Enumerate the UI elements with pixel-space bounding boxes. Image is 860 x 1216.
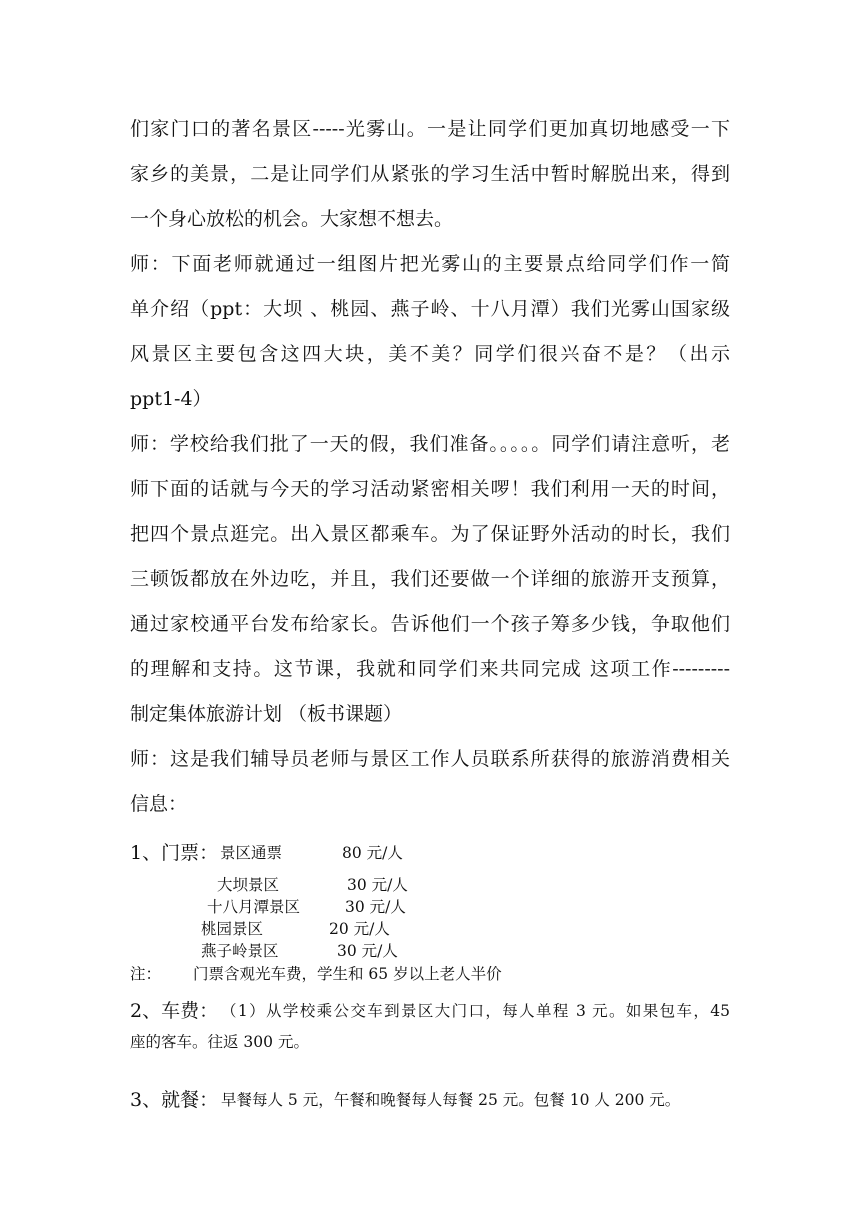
- ticket-note-label: 注：: [130, 965, 162, 983]
- transport-heading: 2、车费：: [130, 1000, 219, 1022]
- ticket-price: 30 元/人: [347, 876, 408, 894]
- ticket-price: 80 元/人: [342, 844, 403, 862]
- body-text-line: 把四个景点逛完。出入景区都乘车。为了保证野外活动的时长，我们: [130, 523, 730, 545]
- body-text-line: ppt1-4）: [130, 388, 212, 410]
- body-text-line: 风景区主要包含这四大块，美不美？同学们很兴奋不是？（出示: [130, 343, 730, 365]
- ticket-price: 30 元/人: [345, 898, 406, 916]
- body-text-line: 们家门口的著名景区-----光雾山。一是让同学们更加真切地感受一下: [130, 118, 730, 140]
- body-text-line: 师：下面老师就通过一组图片把光雾山的主要景点给同学们作一简: [130, 253, 730, 275]
- body-text-line: 一个身心放松的机会。大家想不想去。: [130, 208, 454, 230]
- body-text-line: 通过家校通平台发布给家长。告诉他们一个孩子筹多少钱，争取他们: [130, 613, 730, 635]
- body-text-line: 家乡的美景，二是让同学们从紧张的学习生活中暂时解脱出来，得到: [130, 163, 730, 185]
- ticket-price: 20 元/人: [329, 920, 390, 938]
- body-text-line: 师：学校给我们批了一天的假，我们准备。。。。。同学们请注意听，老: [130, 433, 730, 455]
- body-text-line: 师下面的话就与今天的学习活动紧密相关啰！我们利用一天的时间，: [130, 478, 730, 500]
- ticket-price: 30 元/人: [337, 942, 398, 960]
- transport-line: （1）从学校乘公交车到景区大门口，每人单程 3 元。如果包车，45: [221, 1002, 730, 1020]
- meals-text: 早餐每人 5 元，午餐和晚餐每人每餐 25 元。包餐 10 人 200 元。: [221, 1091, 681, 1109]
- body-text-line: 师：这是我们辅导员老师与景区工作人员联系所获得的旅游消费相关: [130, 748, 730, 770]
- body-text-line: 的理解和支持。这节课，我就和同学们来共同完成 这项工作---------: [130, 658, 730, 680]
- body-text-line: 单介绍（ppt：大坝 、桃园、燕子岭、十八月潭）我们光雾山国家级: [130, 298, 730, 320]
- ticket-name: 大坝景区: [217, 876, 280, 894]
- ticket-note-text: 门票含观光车费，学生和 65 岁以上老人半价: [193, 965, 502, 983]
- body-text-line: 制定集体旅游计划 （板书课题）: [130, 703, 403, 725]
- ticket-name: 燕子岭景区: [201, 942, 279, 960]
- body-text-line: 三顿饭都放在外边吃，并且，我们还要做一个详细的旅游开支预算，: [130, 568, 730, 590]
- ticket-name: 景区通票: [220, 844, 283, 862]
- body-text-line: 信息：: [130, 793, 188, 815]
- meals-heading: 3、就餐：: [130, 1089, 219, 1111]
- ticket-name: 十八月潭景区: [207, 898, 301, 916]
- tickets-heading: 1、门票：: [130, 842, 219, 864]
- ticket-name: 桃园景区: [201, 920, 264, 938]
- transport-line: 座的客车。往返 300 元。: [130, 1033, 309, 1051]
